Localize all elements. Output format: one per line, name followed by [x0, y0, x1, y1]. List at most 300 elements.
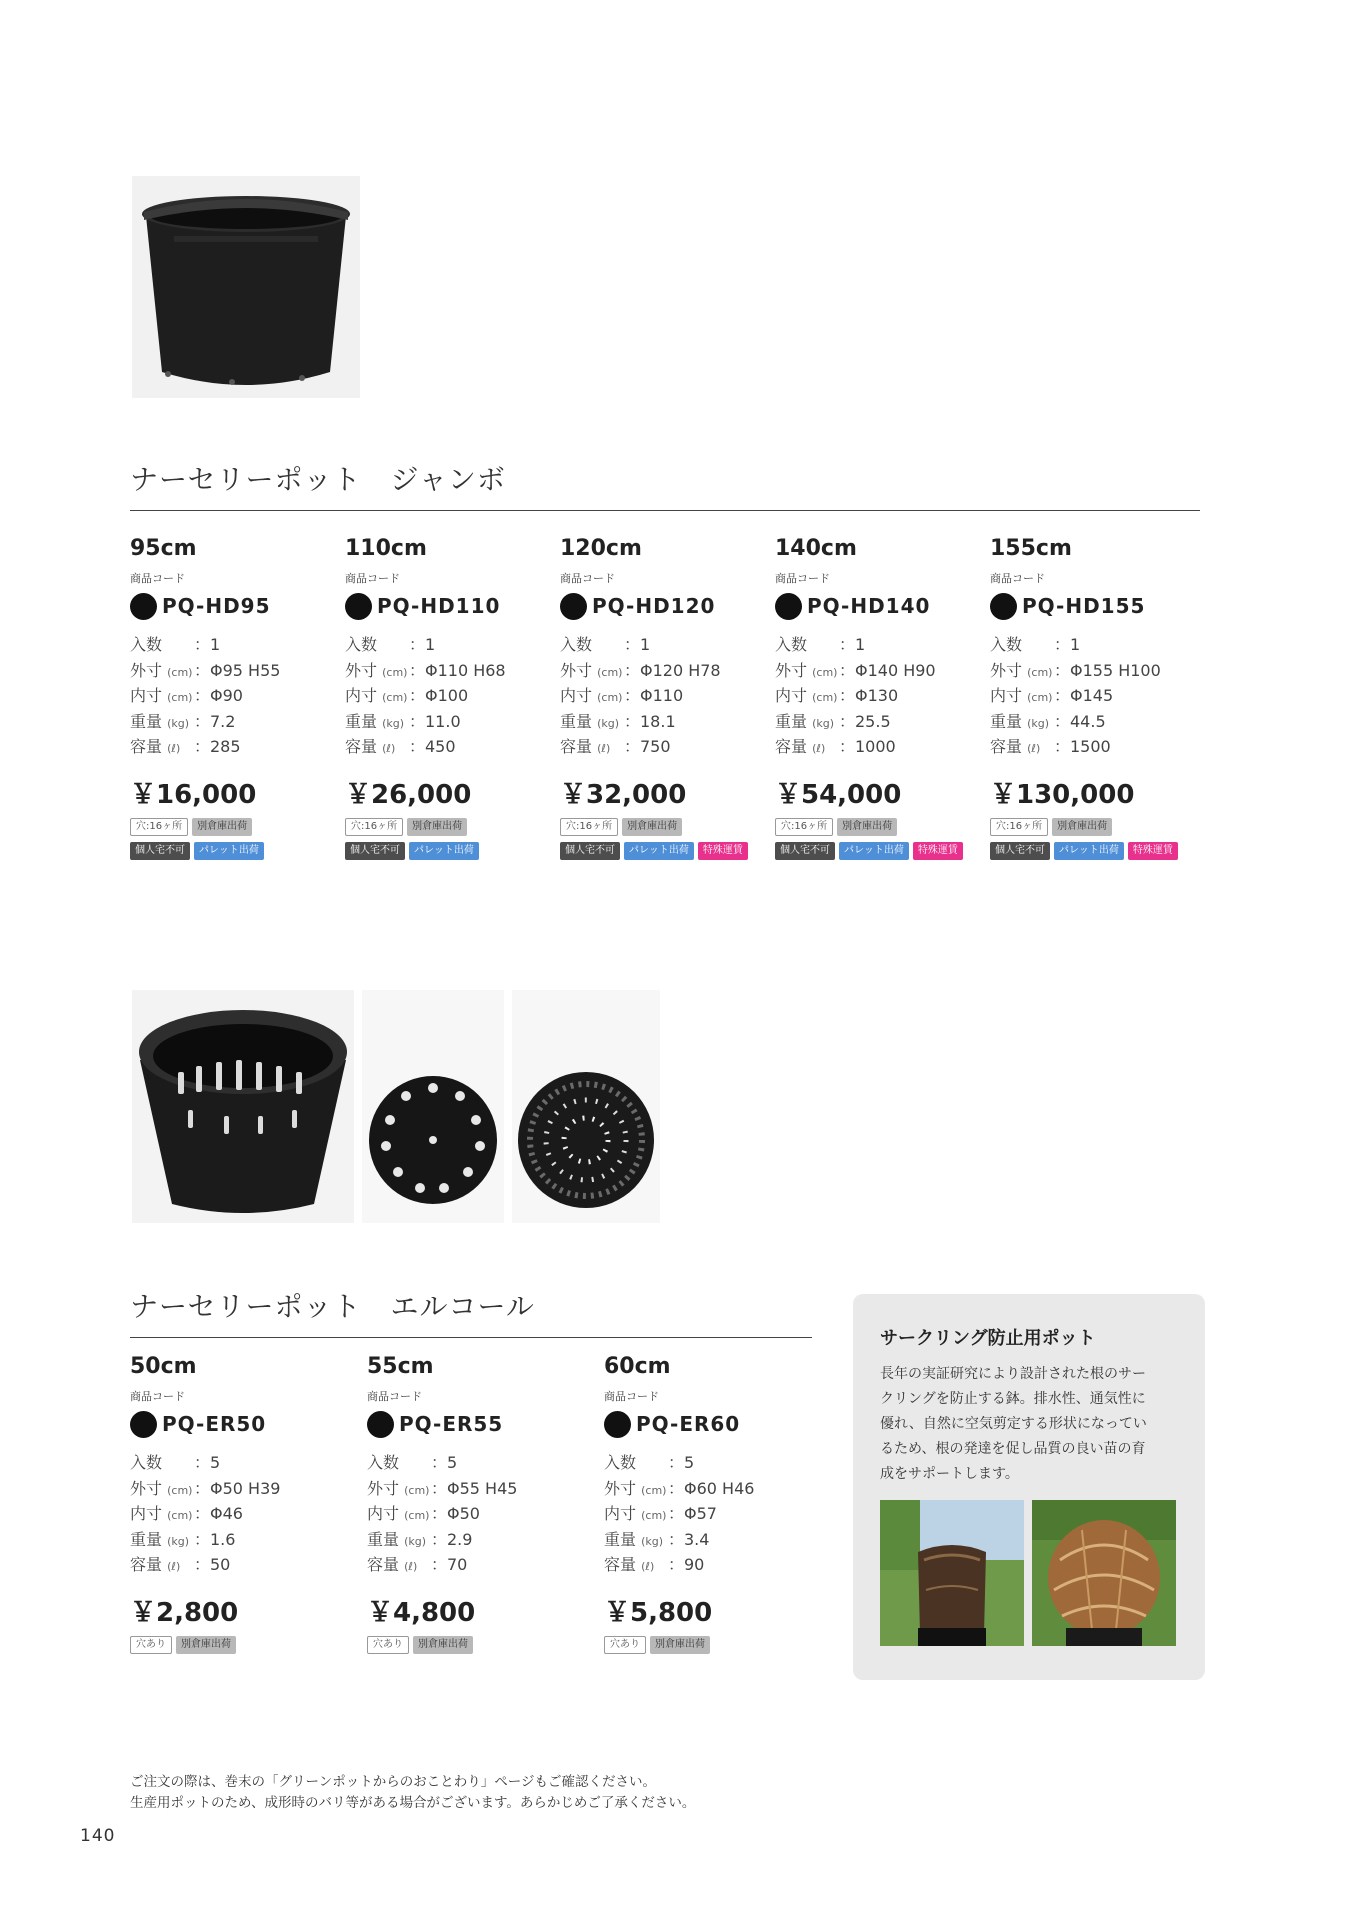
spec-value: 7.2 — [210, 711, 236, 731]
spec-colon: ： — [624, 737, 641, 757]
product-code: PQ-HD110 — [377, 594, 501, 618]
spec-unit: (kg) — [641, 1534, 664, 1548]
spec-label-group — [775, 632, 839, 658]
spec-label: 重量 — [990, 711, 1023, 731]
spec-label: 外寸 — [345, 660, 378, 680]
spec-value: Φ100 — [425, 686, 469, 706]
spec-label: 内寸 — [130, 1504, 163, 1524]
root-ball-photo-2 — [1032, 1500, 1176, 1646]
spec-label-group — [130, 709, 194, 735]
spec-label: 入数 — [990, 635, 1023, 654]
spec-row — [130, 1450, 340, 1476]
spec-label-group — [604, 1450, 668, 1476]
spec-label-group — [367, 1552, 431, 1578]
spec-unit: (kg) — [167, 1534, 190, 1548]
spec-value: 70 — [447, 1555, 468, 1575]
spec-label-group — [130, 658, 194, 684]
spec-colon: ： — [839, 660, 856, 680]
product-size: 60cm — [604, 1354, 671, 1379]
tag-row — [560, 818, 770, 836]
product-code-label: 商品コード — [367, 1390, 422, 1403]
spec-list — [130, 1450, 340, 1578]
status-badge: 別倉庫出荷 — [650, 1636, 710, 1654]
spec-row — [130, 734, 340, 760]
spec-unit: (cm) — [404, 1509, 430, 1523]
spec-colon: ： — [624, 686, 641, 706]
section-title-elcool: ナーセリーポット エルコール — [130, 1290, 535, 1323]
spec-value: Φ145 — [1070, 686, 1114, 706]
spec-row — [130, 632, 340, 658]
spec-label-group — [990, 734, 1054, 760]
spec-label-group — [775, 734, 839, 760]
spec-list — [775, 632, 985, 760]
spec-label: 外寸 — [990, 660, 1023, 680]
spec-label-group — [560, 632, 624, 658]
spec-row — [560, 658, 770, 684]
spec-row — [345, 632, 555, 658]
spec-colon: ： — [668, 1529, 685, 1549]
status-badge: 特殊運賃 — [1128, 842, 1178, 860]
spec-unit: (ℓ) — [167, 742, 181, 756]
section-rule-jumbo — [130, 510, 1200, 511]
spec-value: 750 — [640, 737, 671, 757]
spec-unit: (cm) — [167, 691, 193, 705]
spec-value: 5 — [684, 1453, 695, 1472]
spec-colon: ： — [409, 711, 426, 731]
tag-row — [130, 842, 340, 860]
spec-unit: (kg) — [1027, 716, 1050, 730]
spec-label: 重量 — [130, 1529, 163, 1549]
product-code-label: 商品コード — [990, 572, 1045, 585]
spec-colon: ： — [409, 737, 426, 757]
spec-row — [775, 632, 985, 658]
spec-label: 重量 — [775, 711, 808, 731]
spec-label: 入数 — [130, 1453, 163, 1472]
product-code: PQ-ER50 — [162, 1412, 267, 1436]
spec-value: Φ46 — [210, 1504, 243, 1524]
status-badge: 穴:16ヶ所 — [345, 818, 403, 836]
spec-colon: ： — [1054, 711, 1071, 731]
spec-colon: ： — [431, 1555, 448, 1575]
product-code-row — [130, 590, 340, 622]
spec-value: Φ50 — [447, 1504, 480, 1524]
circling-info-line: クリングを防止する鉢。排水性、通気性に — [880, 1391, 1146, 1407]
spec-colon: ： — [624, 635, 641, 654]
spec-value: Φ55 H45 — [447, 1478, 518, 1498]
product-code-label: 商品コード — [560, 572, 615, 585]
tag-row — [775, 842, 985, 860]
spec-value: 1 — [640, 635, 651, 654]
spec-label: 重量 — [367, 1529, 400, 1549]
spec-value: Φ95 H55 — [210, 660, 281, 680]
product-size: 95cm — [130, 536, 197, 561]
spec-label: 重量 — [345, 711, 378, 731]
status-badge: 別倉庫出荷 — [837, 818, 897, 836]
spec-unit: (kg) — [382, 716, 405, 730]
spec-label: 外寸 — [367, 1478, 400, 1498]
product-price: ￥2,800 — [130, 1597, 239, 1628]
spec-row — [604, 1450, 814, 1476]
spec-value: 44.5 — [1070, 711, 1106, 731]
status-badge: パレット出荷 — [839, 842, 909, 860]
spec-row — [130, 1501, 340, 1527]
spec-value: 90 — [684, 1555, 705, 1575]
spec-row — [345, 709, 555, 735]
spec-list — [345, 632, 555, 760]
spec-label: 内寸 — [604, 1504, 637, 1524]
spec-colon: ： — [668, 1504, 685, 1524]
spec-row — [990, 683, 1200, 709]
product-code: PQ-HD155 — [1022, 594, 1146, 618]
circling-info-line: 長年の実証研究により設計された根のサー — [880, 1366, 1146, 1382]
spec-colon: ： — [668, 1478, 685, 1498]
status-badge: 穴:16ヶ所 — [560, 818, 618, 836]
spec-unit: (cm) — [641, 1509, 667, 1523]
tag-row — [130, 818, 340, 836]
spec-row — [990, 632, 1200, 658]
spec-row — [130, 709, 340, 735]
spec-row — [560, 734, 770, 760]
spec-label-group — [560, 734, 624, 760]
tag-row — [345, 842, 555, 860]
spec-label-group — [130, 683, 194, 709]
spec-colon: ： — [668, 1453, 685, 1472]
spec-value: Φ155 H100 — [1070, 660, 1161, 680]
spec-colon: ： — [1054, 737, 1071, 757]
spec-row — [775, 658, 985, 684]
spec-colon: ： — [194, 1478, 211, 1498]
product-price: ￥26,000 — [345, 779, 472, 810]
product-code-row — [367, 1408, 577, 1440]
spec-unit: (ℓ) — [382, 742, 396, 756]
root-ball-photo-1 — [880, 1500, 1024, 1646]
spec-row — [604, 1476, 814, 1502]
spec-list — [367, 1450, 577, 1578]
spec-row — [130, 683, 340, 709]
spec-colon: ： — [409, 686, 426, 706]
spec-colon: ： — [1054, 660, 1071, 680]
spec-row — [367, 1476, 577, 1502]
spec-label-group — [560, 709, 624, 735]
spec-value: Φ57 — [684, 1504, 717, 1524]
spec-value: 1 — [425, 635, 436, 654]
footnote-burr: 生産用ポットのため、成形時のバリ等がある場合がございます。あらかじめご了承ください。 — [130, 1795, 696, 1811]
spec-colon: ： — [194, 711, 211, 731]
color-dot-icon — [560, 593, 587, 620]
spec-value: Φ90 — [210, 686, 243, 706]
spec-unit: (ℓ) — [597, 742, 611, 756]
product-code-row — [560, 590, 770, 622]
product-size: 110cm — [345, 536, 427, 561]
product-price: ￥4,800 — [367, 1597, 476, 1628]
jumbo-pot-photo — [132, 176, 360, 398]
product-code-label: 商品コード — [775, 572, 830, 585]
status-badge: 穴あり — [130, 1636, 172, 1654]
spec-value: 1.6 — [210, 1529, 236, 1549]
spec-unit: (cm) — [167, 1483, 193, 1497]
spec-value: Φ60 H46 — [684, 1478, 755, 1498]
spec-row — [604, 1527, 814, 1553]
spec-label: 外寸 — [775, 660, 808, 680]
spec-value: Φ50 H39 — [210, 1478, 281, 1498]
status-badge: 別倉庫出荷 — [176, 1636, 236, 1654]
product-pq-er50 — [130, 1352, 340, 1654]
spec-colon: ： — [194, 1453, 211, 1472]
spec-colon: ： — [409, 660, 426, 680]
spec-row — [990, 658, 1200, 684]
spec-label: 容量 — [990, 737, 1023, 757]
spec-value: 2.9 — [447, 1529, 473, 1549]
spec-value: 18.1 — [640, 711, 676, 731]
spec-label-group — [130, 1527, 194, 1553]
spec-colon: ： — [194, 1555, 211, 1575]
spec-label-group — [990, 709, 1054, 735]
spec-label-group — [130, 734, 194, 760]
spec-label-group — [604, 1552, 668, 1578]
spec-colon: ： — [431, 1453, 448, 1472]
spec-value: 1000 — [855, 737, 896, 757]
product-pq-hd95 — [130, 534, 340, 860]
product-code-row — [130, 1408, 340, 1440]
spec-value: 3.4 — [684, 1529, 710, 1549]
spec-value: 1500 — [1070, 737, 1111, 757]
product-code-row — [775, 590, 985, 622]
spec-label-group — [604, 1476, 668, 1502]
product-price: ￥16,000 — [130, 779, 257, 810]
status-badge: パレット出荷 — [194, 842, 264, 860]
product-code-row — [604, 1408, 814, 1440]
spec-colon: ： — [194, 737, 211, 757]
color-dot-icon — [130, 1411, 157, 1438]
spec-label-group — [990, 658, 1054, 684]
spec-unit: (cm) — [597, 665, 623, 679]
tag-row — [990, 842, 1200, 860]
spec-label: 入数 — [560, 635, 593, 654]
spec-row — [990, 734, 1200, 760]
spec-label: 外寸 — [130, 660, 163, 680]
spec-row — [130, 1552, 340, 1578]
product-code: PQ-HD140 — [807, 594, 931, 618]
status-badge: 特殊運賃 — [698, 842, 748, 860]
spec-colon: ： — [839, 737, 856, 757]
product-code: PQ-HD95 — [162, 594, 271, 618]
spec-unit: (cm) — [812, 691, 838, 705]
spec-label-group — [345, 734, 409, 760]
spec-label-group — [130, 1476, 194, 1502]
spec-colon: ： — [431, 1504, 448, 1524]
status-badge: 別倉庫出荷 — [407, 818, 467, 836]
spec-label: 入数 — [367, 1453, 400, 1472]
status-badge: パレット出荷 — [1054, 842, 1124, 860]
product-code: PQ-ER60 — [636, 1412, 741, 1436]
spec-unit: (kg) — [404, 1534, 427, 1548]
spec-label: 内寸 — [367, 1504, 400, 1524]
status-badge: 個人宅不可 — [560, 842, 620, 860]
spec-row — [560, 709, 770, 735]
tag-row — [130, 1636, 340, 1654]
tag-row — [560, 842, 770, 860]
spec-label-group — [130, 1450, 194, 1476]
spec-colon: ： — [1054, 686, 1071, 706]
tag-row — [990, 818, 1200, 836]
status-badge: 別倉庫出荷 — [413, 1636, 473, 1654]
product-pq-hd110 — [345, 534, 555, 860]
color-dot-icon — [604, 1411, 631, 1438]
spec-label: 内寸 — [775, 686, 808, 706]
spec-label-group — [604, 1527, 668, 1553]
color-dot-icon — [345, 593, 372, 620]
product-pq-hd120 — [560, 534, 770, 860]
spec-label-group — [367, 1501, 431, 1527]
spec-value: 50 — [210, 1555, 231, 1575]
status-badge: 穴:16ヶ所 — [775, 818, 833, 836]
status-badge: 特殊運賃 — [913, 842, 963, 860]
spec-list — [604, 1450, 814, 1578]
product-size: 140cm — [775, 536, 857, 561]
spec-colon: ： — [624, 660, 641, 680]
spec-unit: (cm) — [382, 665, 408, 679]
spec-unit: (cm) — [1027, 691, 1053, 705]
spec-value: 285 — [210, 737, 241, 757]
circling-info-line: 成をサポートします。 — [880, 1466, 1019, 1482]
spec-label-group — [604, 1501, 668, 1527]
spec-row — [345, 734, 555, 760]
elcool-pot-top-photo — [512, 990, 660, 1223]
spec-label: 外寸 — [560, 660, 593, 680]
product-code-label: 商品コード — [130, 572, 185, 585]
product-pq-hd155 — [990, 534, 1200, 860]
spec-colon: ： — [839, 711, 856, 731]
spec-unit: (kg) — [597, 716, 620, 730]
status-badge: 穴あり — [367, 1636, 409, 1654]
spec-colon: ： — [1054, 635, 1071, 654]
spec-unit: (cm) — [167, 665, 193, 679]
spec-unit: (cm) — [382, 691, 408, 705]
spec-label: 内寸 — [990, 686, 1023, 706]
spec-colon: ： — [194, 1529, 211, 1549]
spec-value: 5 — [447, 1453, 458, 1472]
spec-colon: ： — [194, 686, 211, 706]
spec-row — [130, 1527, 340, 1553]
spec-colon: ： — [624, 711, 641, 731]
spec-label: 入数 — [604, 1453, 637, 1472]
spec-label: 容量 — [130, 1555, 163, 1575]
product-price: ￥54,000 — [775, 779, 902, 810]
spec-label-group — [367, 1527, 431, 1553]
spec-unit: (ℓ) — [404, 1560, 418, 1574]
product-code: PQ-HD120 — [592, 594, 716, 618]
spec-label: 内寸 — [345, 686, 378, 706]
spec-colon: ： — [839, 686, 856, 706]
section-rule-elcool — [130, 1337, 812, 1338]
spec-row — [367, 1552, 577, 1578]
spec-row — [560, 632, 770, 658]
spec-value: Φ110 H68 — [425, 660, 506, 680]
status-badge: 別倉庫出荷 — [192, 818, 252, 836]
spec-label: 容量 — [775, 737, 808, 757]
spec-label: 外寸 — [604, 1478, 637, 1498]
status-badge: 個人宅不可 — [990, 842, 1050, 860]
spec-label-group — [990, 683, 1054, 709]
spec-label-group — [367, 1476, 431, 1502]
product-size: 55cm — [367, 1354, 434, 1379]
spec-label: 容量 — [604, 1555, 637, 1575]
spec-value: 1 — [855, 635, 866, 654]
spec-label: 外寸 — [130, 1478, 163, 1498]
page-number: 140 — [80, 1826, 116, 1846]
spec-unit: (ℓ) — [167, 1560, 181, 1574]
spec-value: Φ110 — [640, 686, 684, 706]
spec-label: 容量 — [367, 1555, 400, 1575]
spec-row — [367, 1527, 577, 1553]
spec-row — [775, 709, 985, 735]
circling-info-line: 優れ、自然に空気剪定する形状になってい — [880, 1416, 1147, 1432]
spec-label-group — [345, 709, 409, 735]
spec-label-group — [367, 1450, 431, 1476]
spec-row — [775, 734, 985, 760]
spec-row — [990, 709, 1200, 735]
spec-row — [775, 683, 985, 709]
spec-row — [345, 683, 555, 709]
spec-colon: ： — [194, 635, 211, 654]
product-pq-hd140 — [775, 534, 985, 860]
product-code-label: 商品コード — [604, 1390, 659, 1403]
elcool-pot-side-photo — [132, 990, 354, 1223]
tag-row — [775, 818, 985, 836]
spec-label-group — [130, 1552, 194, 1578]
spec-value: Φ130 — [855, 686, 899, 706]
spec-label: 重量 — [560, 711, 593, 731]
product-pq-er55 — [367, 1352, 577, 1654]
spec-value: 5 — [210, 1453, 221, 1472]
tag-row — [345, 818, 555, 836]
spec-colon: ： — [668, 1555, 685, 1575]
spec-row — [345, 658, 555, 684]
color-dot-icon — [367, 1411, 394, 1438]
section-title-jumbo: ナーセリーポット ジャンボ — [130, 463, 506, 496]
spec-colon: ： — [194, 1504, 211, 1524]
spec-unit: (cm) — [812, 665, 838, 679]
product-code-row — [345, 590, 555, 622]
spec-unit: (cm) — [597, 691, 623, 705]
tag-row — [367, 1636, 577, 1654]
spec-unit: (ℓ) — [812, 742, 826, 756]
spec-value: 11.0 — [425, 711, 461, 731]
spec-label: 入数 — [775, 635, 808, 654]
spec-label-group — [345, 658, 409, 684]
spec-label: 内寸 — [130, 686, 163, 706]
spec-label-group — [775, 709, 839, 735]
spec-value: 1 — [1070, 635, 1081, 654]
spec-list — [560, 632, 770, 760]
spec-row — [367, 1501, 577, 1527]
spec-label-group — [345, 683, 409, 709]
color-dot-icon — [130, 593, 157, 620]
product-code-label: 商品コード — [130, 1390, 185, 1403]
spec-value: 1 — [210, 635, 221, 654]
color-dot-icon — [775, 593, 802, 620]
spec-unit: (ℓ) — [1027, 742, 1041, 756]
circling-info-line: るため、根の発達を促し品質の良い苗の育 — [880, 1441, 1146, 1457]
spec-label-group — [775, 658, 839, 684]
spec-row — [130, 658, 340, 684]
status-badge: 穴あり — [604, 1636, 646, 1654]
spec-label: 入数 — [345, 635, 378, 654]
spec-unit: (cm) — [404, 1483, 430, 1497]
spec-label: 容量 — [345, 737, 378, 757]
spec-label-group — [560, 658, 624, 684]
product-code: PQ-ER55 — [399, 1412, 504, 1436]
